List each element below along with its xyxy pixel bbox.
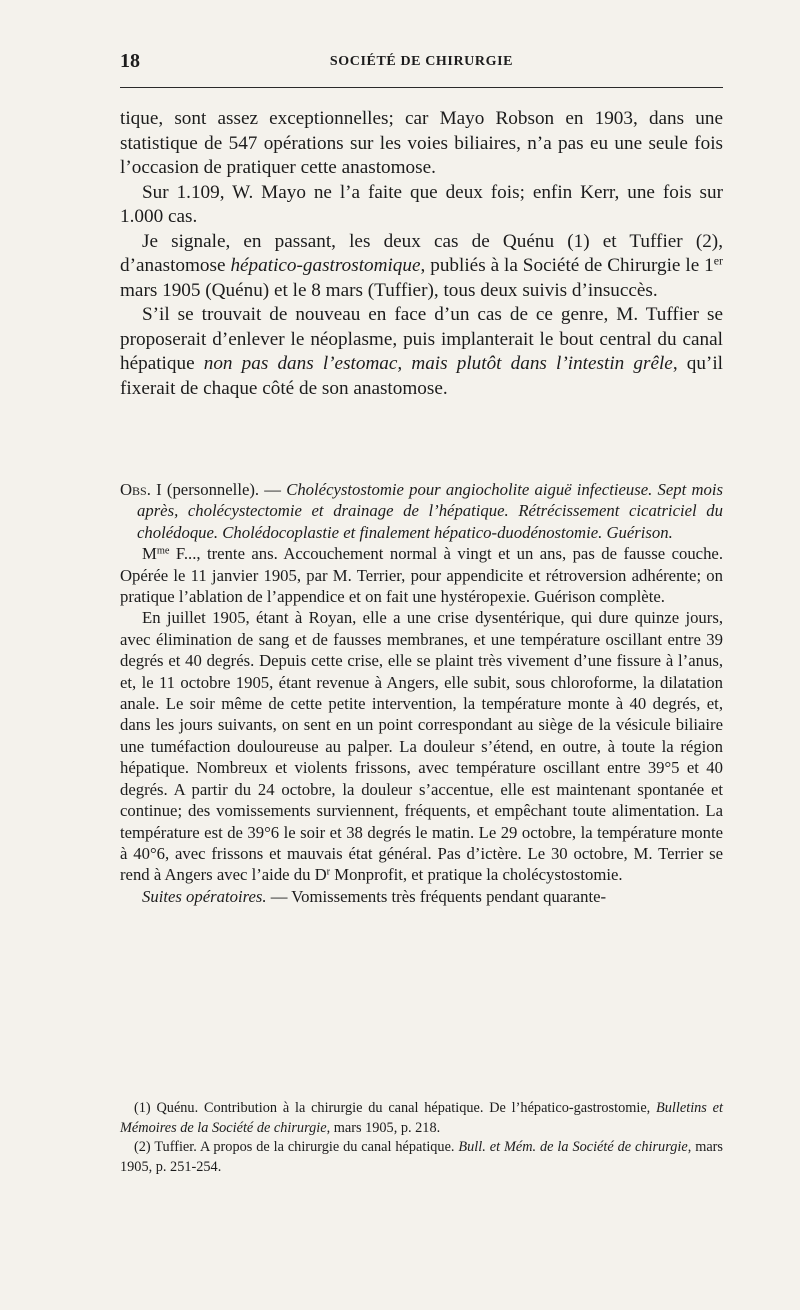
footnote-2	[120, 1138, 723, 1177]
italic-phrase: non pas dans l’estomac, mais plutôt dans l’intestin grêle	[203, 353, 673, 374]
header-rule	[120, 87, 723, 88]
paragraph-text: , publiés à la Société de Chirurgie le 1	[420, 255, 714, 276]
running-head	[120, 50, 723, 76]
footnote-text: , mars 1905, p. 251-254.	[120, 1139, 723, 1175]
paragraph-text: tique, sont assez exceptionnelles; car Mayo Robson en 1903, dans une statistique de 547 opérations sur les voies biliaires, n’a pas eu une seule fois l’occasion de pratiquer cette anastomose.	[120, 108, 723, 178]
superscript: r	[326, 866, 331, 878]
journal-title: SOCIÉTÉ DE CHIRURGIE	[329, 54, 514, 69]
footnote-source: Bulletins et Mémoires de la Société de chirurgie	[120, 1100, 723, 1136]
paragraph-text: Je signale, en passant, les deux cas de Quénu (1) et Tuffier (2), d’anastomose	[120, 230, 723, 276]
superscript: er	[713, 253, 723, 268]
observation-title: Cholécystostomie pour angiocholite aiguë infectieuse. Sept mois après, cholécystectomie et drainage de l’hépatique. Rétrécissement cicatriciel du cholédoque. Cholédocoplastie et finalement hépatico-duodénostomie. Guérison.	[137, 480, 723, 542]
superscript: me	[156, 545, 170, 557]
paragraph-text: Monprofit, et pratique la cholécystostomie.	[330, 865, 623, 885]
footnote-text: (2) Tuffier. A propos de la chirurgie du canal hépatique.	[134, 1139, 459, 1156]
observation-label-suffix: (personnelle). —	[161, 480, 287, 499]
footnote-text: (1) Quénu. Contribution à la chirurgie du canal hépatique. De l’hépatico-gastrostomie,	[134, 1100, 657, 1116]
footnote-1	[120, 1099, 723, 1138]
paragraph	[120, 107, 723, 181]
paragraph-text: En juillet 1905, étant à Royan, elle a une crise dysentérique, qui dure quinze jours, avec élimination de sang et de fausses membranes, et une température oscillant entre 39 degrés et 40 degrés. Depuis cette crise, elle se plaint très vivement d’une fissure à l’anus, et, le 11 octobre 1905, étant revenue à Angers, elle subit, sous chloroforme, la dilatation anale. Le soir même de cette petite intervention, la température monte à 40 degrés, et, dans les jours suivants, on sent en un point correspondant au siège de la vésicule biliaire une tuméfaction douloureuse au palper. La douleur s’étend, en outre, à toute la région hépatique. Nombreux et violents frissons, avec température oscillant entre 39°5 et 40 degrés. A partir du 24 octobre, la douleur s’accentue, elle est maintenant spontanée et continue; des vomissements surviennent, fréquents, et empêchant toute alimentation. La température est de 39°6 le soir et 38 degrés le matin. Le 29 octobre, la température monte à 40°6, avec frissons et mauvais état général. Pas d’ictère. Le 30 octobre, M. Terrier se rend à Angers avec l’aide du D	[120, 608, 723, 885]
paragraph-text: F..., trente ans. Accouchement normal à vingt et un ans, pas de fausse couche. Opérée le 11 janvier 1905, par M. Terrier, pour appendicite et rétroversion adhérente; on pratique l’ablation de l’appendice et on fait une hystéropexie. Guérison complète.	[120, 544, 723, 607]
footnote-text: , mars 1905, p. 218.	[326, 1119, 441, 1136]
paragraph-text: mars 1905 (Quénu) et le 8 mars (Tuffier), tous deux suivis d’insuccès.	[120, 279, 658, 301]
page-number: 18	[120, 50, 140, 72]
paragraph-text: — Vomissements très fréquents pendant quarante-	[266, 886, 607, 906]
italic-term: hépatico-gastrostomique	[230, 255, 421, 276]
paragraph	[120, 181, 723, 230]
observation-heading	[120, 479, 723, 543]
paragraph-text: Sur 1.109, W. Mayo ne l’a faite que deux fois; enfin Kerr, une fois sur 1.000 cas.	[120, 181, 723, 227]
main-text	[120, 107, 723, 401]
paragraph-text: , qu’il fixerait de chaque côté de son anastomose.	[120, 353, 723, 399]
paragraph	[120, 303, 723, 401]
italic-heading: Suites opératoires.	[142, 886, 267, 906]
paragraph	[120, 886, 723, 907]
paragraph-text: S’il se trouvait de nouveau en face d’un cas de ce genre, M. Tuffier se proposerait d’enlever le néoplasme, puis implanterait le bout central du canal hépatique	[120, 304, 723, 374]
footnotes	[120, 1099, 723, 1177]
observation-label: Obs. I	[120, 480, 162, 499]
paragraph	[120, 543, 723, 607]
observation-section	[120, 479, 723, 907]
footnote-source: Bull. et Mém. de la Société de chirurgie	[458, 1139, 688, 1156]
paragraph-text: M	[142, 544, 157, 564]
paragraph	[120, 607, 723, 885]
paragraph	[120, 230, 723, 304]
